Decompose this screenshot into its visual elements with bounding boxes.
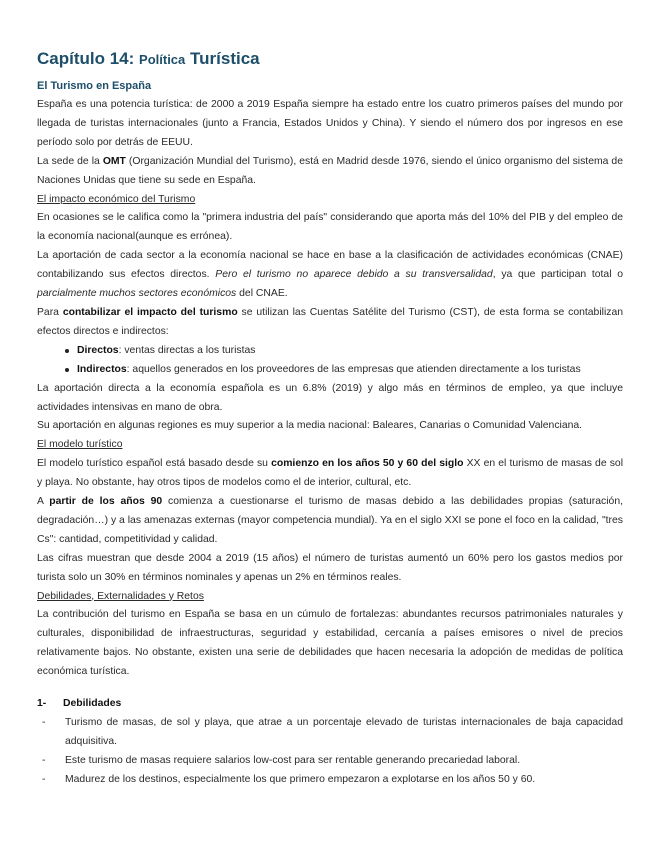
paragraph: En ocasiones se le califica como la "primera industria del país" considerando que aporta más del 10% del PIB y del empleo de la economía nacional(aunque es errónea). xyxy=(37,212,623,243)
paragraph: Su aportación en algunas regiones es muy superior a la media nacional: Baleares, Canarias o Comunidad Valenciana. xyxy=(37,420,583,432)
subheading: El impacto económico del Turismo xyxy=(37,193,196,205)
bold-term: OMT xyxy=(102,155,126,167)
paragraph: Las cifras muestran que desde 2004 a 2019 (15 años) el número de turistas aumentó un 60% pero los gastos medios por turista solo un 30% en términos nominales y apenas un 2% en términos reales. xyxy=(37,552,623,583)
dash-item: - Este turismo de masas requiere salarios low-cost para ser rentable generando precariedad laboral. xyxy=(37,752,623,771)
chapter-title-small: Política xyxy=(139,52,186,67)
paragraph: El modelo turístico español está basado desde su comienzo en los años 50 y 60 del siglo XX en el turismo de masas de sol y playa. No obstante, hay otros tipos de modelos como el de interior, cultural, etc. xyxy=(37,458,624,489)
bullet-list xyxy=(37,342,623,380)
dash-item: - Turismo de masas, de sol y playa, que atrae a un porcentaje elevado de turistas internacionales de baja capacidad adquisitiva. xyxy=(37,714,623,752)
paragraph: La aportación de cada sector a la economía nacional se hace en base a la clasificación de actividades económicas (CNAE) contabilizando sus efectos directos. Pero el turismo no aparece debido a su transversalidad, ya que participan total o parcialmente muchos sectores económicos del CNAE. xyxy=(37,250,624,300)
heading-number: 1- xyxy=(37,698,47,710)
dash-item: - Madurez de los destinos, especialmente los que primero empezaron a explotarse en los años 50 y 60. xyxy=(37,771,623,790)
bullet-item: Directos: ventas directas a los turistas xyxy=(77,342,623,361)
paragraph: A partir de los años 90 comienza a cuestionarse el turismo de masas debido a las debilidades propias (saturación, degradación…) y a las amenazas externas (mayor competencia mundial). Ya en el siglo XXI se pone el foco en la calidad, "tres Cs": cantidad, competitividad y calidad. xyxy=(37,496,623,545)
numbered-heading xyxy=(37,695,623,714)
paragraph: La contribución del turismo en España se basa en un cúmulo de fortalezas: abundantes recursos patrimoniales naturales y culturales, disponibilidad de infraestructuras, seguridad y estabilidad, cercanía a países emisores o nivel de precios relativamente bajos. No obstante, existen una serie de debilidades que hacen necesaria la adopción de medidas de política económica turística. xyxy=(37,609,623,678)
paragraph: España es una potencia turística: de 2000 a 2019 España siempre ha estado entre los cuatro primeros países del mundo por llegada de turistas internacionales (junto a Francia, Estados Unidos y China). Y siendo el número dos por ingresos en ese período solo por detrás de EEUU. xyxy=(37,99,623,148)
bold-term: partir de los años 90 xyxy=(49,496,163,508)
bold-term: comienzo en los años 50 y 60 del siglo xyxy=(271,458,464,470)
subheading: Debilidades, Externalidades y Retos xyxy=(37,590,204,602)
bold-term: contabilizar el impacto del turismo xyxy=(62,306,238,318)
chapter-title-rest: Turística xyxy=(190,49,260,68)
chapter-title-main: Capítulo 14: xyxy=(37,49,135,68)
heading-label: Debilidades xyxy=(63,698,122,710)
section-heading: El Turismo en España xyxy=(37,80,152,92)
subheading: El modelo turístico xyxy=(37,439,123,451)
bullet-item: Indirectos: aquellos generados en los proveedores de las empresas que atienden directamente a los turistas xyxy=(77,361,623,380)
paragraph: La aportación directa a la economía española es un 6.8% (2019) y algo más en términos de empleo, ya que incluye actividades intensivas en mano de obra. xyxy=(37,382,623,413)
paragraph: Para contabilizar el impacto del turismo se utilizan las Cuentas Satélite del Turismo (CST), de esta forma se contabilizan efectos directos e indirectos: xyxy=(37,306,624,337)
chapter-title xyxy=(37,46,623,73)
dash-list xyxy=(37,714,623,790)
paragraph: La sede de la OMT (Organización Mundial del Turismo), está en Madrid desde 1976, siendo el único organismo del sistema de Naciones Unidas que tiene su sede en España. xyxy=(37,155,623,186)
